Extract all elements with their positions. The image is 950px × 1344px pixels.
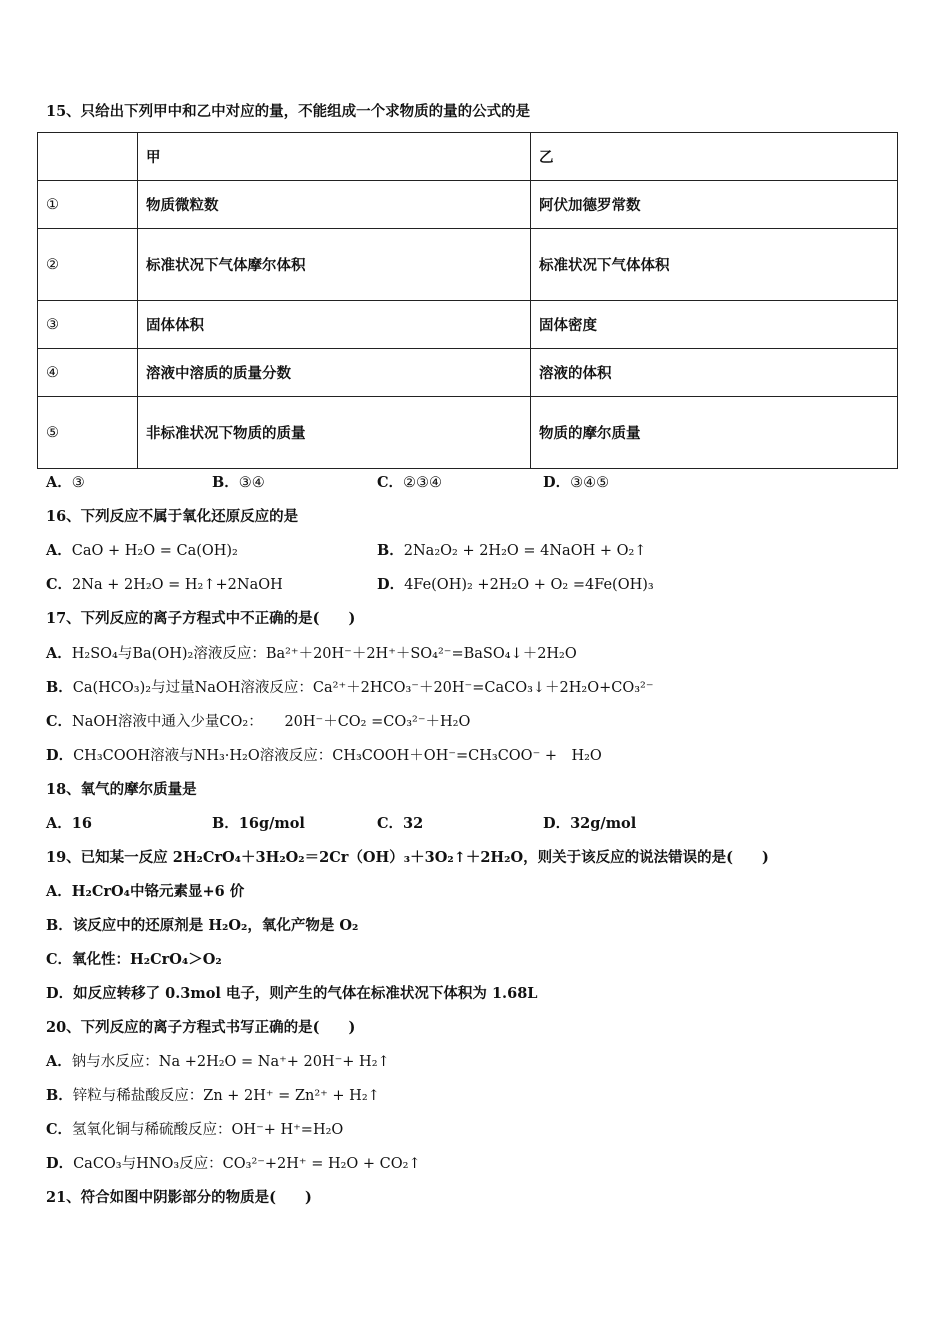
table-header-jia: 甲: [138, 133, 531, 181]
table-row: [38, 349, 898, 397]
table-header-row: [38, 133, 898, 181]
q18-option-d: D．32g/mol: [543, 815, 637, 832]
table-cell: 溶液中溶质的质量分数: [138, 349, 531, 397]
q15-option-b: B．③④: [212, 474, 265, 491]
q19-option-a: A．H₂CrO₄中铬元素显+6 价: [46, 883, 245, 900]
table-cell: 固体密度: [531, 301, 898, 349]
q15-stem: 15、只给出下列甲中和乙中对应的量，不能组成一个求物质的量的公式的是: [46, 103, 531, 120]
q17-option-b: B．Ca(HCO₃)₂与过量NaOH溶液反应：Ca²⁺＋2HCO₃⁻＋20H⁻=CaCO₃↓＋2H₂O+CO₃²⁻: [46, 679, 654, 696]
q17-option-a: A．H₂SO₄与Ba(OH)₂溶液反应：Ba²⁺＋20H⁻＋2H⁺＋SO₄²⁻=BaSO₄↓＋2H₂O: [46, 645, 577, 662]
table-cell: ②: [38, 229, 138, 301]
q16-option-a: A．CaO + H₂O = Ca(OH)₂: [46, 542, 238, 559]
table-row: [38, 301, 898, 349]
q17-stem: 17、下列反应的离子方程式中不正确的是( ): [46, 610, 356, 627]
table-cell: ①: [38, 181, 138, 229]
q18-option-b: B．16g/mol: [212, 815, 305, 832]
q19-option-d: D．如反应转移了 0.3mol 电子，则产生的气体在标准状况下体积为 1.68L: [46, 985, 538, 1002]
table-row: [38, 181, 898, 229]
table-cell: 阿伏加德罗常数: [531, 181, 898, 229]
q19-option-c: C．氧化性：H₂CrO₄＞O₂: [46, 951, 222, 968]
table-cell: [38, 133, 138, 181]
q15-option-a: A．③: [46, 474, 85, 491]
q19-stem: 19、已知某一反应 2H₂CrO₄＋3H₂O₂＝2Cr（OH）₃＋3O₂↑＋2H₂O，则关于该反应的说法错误的是( ): [46, 849, 769, 866]
q16-stem: 16、下列反应不属于氧化还原反应的是: [46, 508, 299, 525]
q16-option-d: D．4Fe(OH)₂ +2H₂O + O₂ =4Fe(OH)₃: [377, 576, 654, 593]
q18-option-a: A．16: [46, 815, 92, 832]
q18-stem: 18、氧气的摩尔质量是: [46, 781, 197, 798]
table-cell: 标准状况下气体摩尔体积: [138, 229, 531, 301]
table-cell: 物质的摩尔质量: [531, 397, 898, 469]
q20-option-c: C．氢氧化铜与稀硫酸反应：OH⁻+ H⁺=H₂O: [46, 1121, 344, 1138]
q15-option-d: D．③④⑤: [543, 474, 610, 491]
q15-option-c: C．②③④: [377, 474, 443, 491]
table-cell: 非标准状况下物质的质量: [138, 397, 531, 469]
table-row: [38, 397, 898, 469]
q16-option-b: B．2Na₂O₂ + 2H₂O = 4NaOH + O₂↑: [377, 542, 647, 559]
q20-option-b: B．锌粒与稀盐酸反应：Zn + 2H⁺ = Zn²⁺ + H₂↑: [46, 1087, 380, 1104]
table-cell: 固体体积: [138, 301, 531, 349]
table-cell: 标准状况下气体体积: [531, 229, 898, 301]
q19-option-b: B．该反应中的还原剂是 H₂O₂，氧化产物是 O₂: [46, 917, 359, 934]
q17-option-c: C．NaOH溶液中通入少量CO₂： 20H⁻＋CO₂ =CO₃²⁻＋H₂O: [46, 713, 471, 730]
table-row: [38, 229, 898, 301]
q15-table: [37, 132, 898, 469]
q20-stem: 20、下列反应的离子方程式书写正确的是( ): [46, 1019, 356, 1036]
q16-option-c: C．2Na + 2H₂O = H₂↑+2NaOH: [46, 576, 283, 593]
table-cell: ③: [38, 301, 138, 349]
table-cell: 溶液的体积: [531, 349, 898, 397]
table-cell: 物质微粒数: [138, 181, 531, 229]
table-cell: ⑤: [38, 397, 138, 469]
q18-option-c: C．32: [377, 815, 424, 832]
table-header-yi: 乙: [531, 133, 898, 181]
q20-option-a: A．钠与水反应：Na +2H₂O = Na⁺+ 20H⁻+ H₂↑: [46, 1053, 390, 1070]
q17-option-d: D．CH₃COOH溶液与NH₃·H₂O溶液反应：CH₃COOH＋OH⁻=CH₃COO⁻ + H₂O: [46, 747, 602, 764]
q20-option-d: D．CaCO₃与HNO₃反应：CO₃²⁻+2H⁺ = H₂O + CO₂↑: [46, 1155, 421, 1172]
q21-stem: 21、符合如图中阴影部分的物质是( ): [46, 1189, 312, 1206]
table-cell: ④: [38, 349, 138, 397]
